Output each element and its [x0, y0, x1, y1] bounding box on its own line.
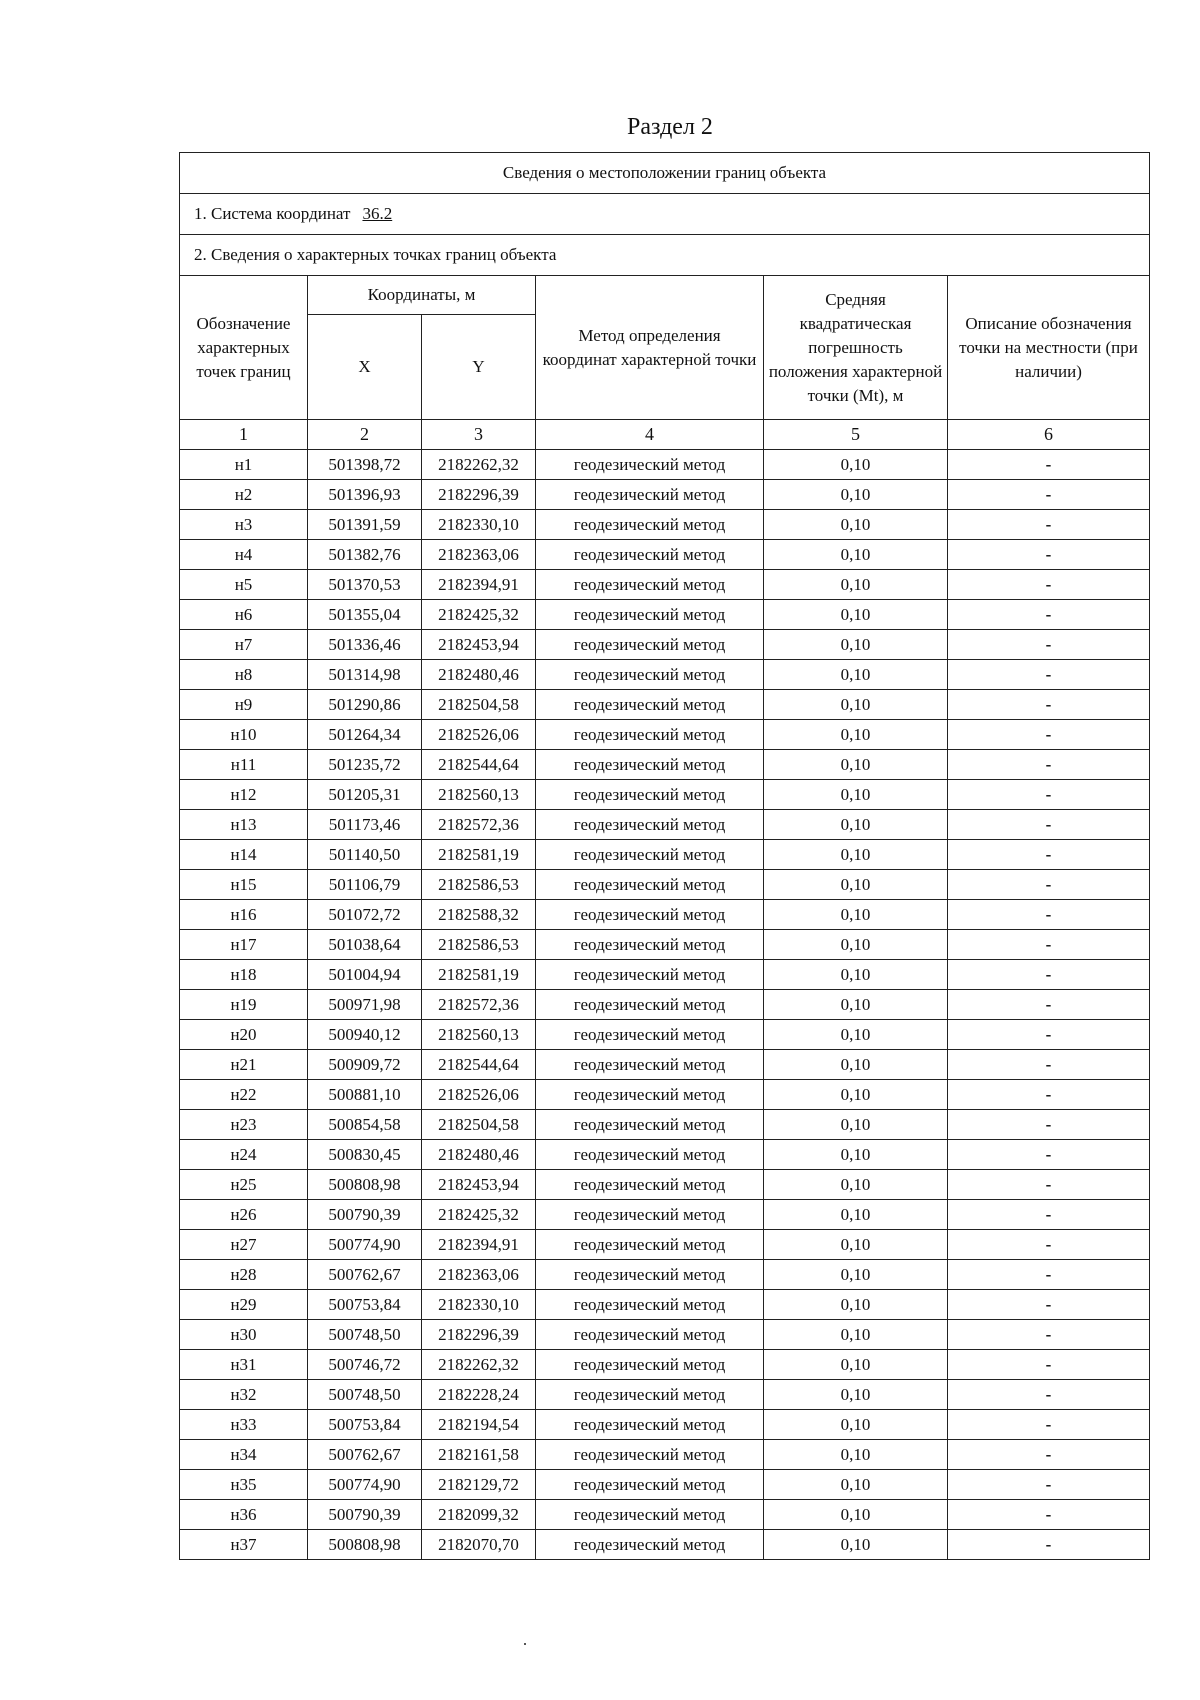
- y-coordinate-cell: 2182330,10: [422, 510, 536, 540]
- table-row: [180, 720, 1150, 750]
- point-name-cell: н21: [180, 1050, 308, 1080]
- method-cell: геодезический метод: [536, 1500, 764, 1530]
- table-row: [180, 1500, 1150, 1530]
- header-method: Метод определения координат характерной точки: [536, 276, 764, 420]
- description-cell: -: [948, 900, 1150, 930]
- description-cell: -: [948, 1170, 1150, 1200]
- description-cell: -: [948, 1260, 1150, 1290]
- point-name-cell: н30: [180, 1320, 308, 1350]
- table-row: [180, 1440, 1150, 1470]
- table-row: [180, 1050, 1150, 1080]
- method-cell: геодезический метод: [536, 840, 764, 870]
- table-row: [180, 1530, 1150, 1560]
- x-coordinate-cell: 501264,34: [308, 720, 422, 750]
- method-cell: геодезический метод: [536, 480, 764, 510]
- description-cell: -: [948, 1200, 1150, 1230]
- y-coordinate-cell: 2182363,06: [422, 540, 536, 570]
- x-coordinate-cell: 501205,31: [308, 780, 422, 810]
- x-coordinate-cell: 500971,98: [308, 990, 422, 1020]
- table-row: [180, 450, 1150, 480]
- description-cell: -: [948, 720, 1150, 750]
- table-row: [180, 870, 1150, 900]
- table-row: [180, 1140, 1150, 1170]
- error-cell: 0,10: [764, 480, 948, 510]
- coord-system-label: 1. Система координат: [194, 204, 351, 223]
- description-cell: -: [948, 1140, 1150, 1170]
- method-cell: геодезический метод: [536, 660, 764, 690]
- column-number: 4: [536, 420, 764, 450]
- table-row: [180, 570, 1150, 600]
- error-cell: 0,10: [764, 450, 948, 480]
- y-coordinate-cell: 2182504,58: [422, 1110, 536, 1140]
- point-name-cell: н24: [180, 1140, 308, 1170]
- y-coordinate-cell: 2182480,46: [422, 660, 536, 690]
- error-cell: 0,10: [764, 1440, 948, 1470]
- point-name-cell: н4: [180, 540, 308, 570]
- x-coordinate-cell: 501396,93: [308, 480, 422, 510]
- header-x: X: [308, 315, 422, 420]
- description-cell: -: [948, 780, 1150, 810]
- error-cell: 0,10: [764, 750, 948, 780]
- description-cell: -: [948, 1350, 1150, 1380]
- table-row: [180, 1170, 1150, 1200]
- table-row: [180, 990, 1150, 1020]
- table-row: [180, 1290, 1150, 1320]
- error-cell: 0,10: [764, 810, 948, 840]
- point-name-cell: н18: [180, 960, 308, 990]
- y-coordinate-cell: 2182161,58: [422, 1440, 536, 1470]
- y-coordinate-cell: 2182394,91: [422, 1230, 536, 1260]
- point-name-cell: н33: [180, 1410, 308, 1440]
- description-cell: -: [948, 960, 1150, 990]
- description-cell: -: [948, 600, 1150, 630]
- method-cell: геодезический метод: [536, 1380, 764, 1410]
- table-row: [180, 930, 1150, 960]
- point-name-cell: н12: [180, 780, 308, 810]
- method-cell: геодезический метод: [536, 1080, 764, 1110]
- section-title: Раздел 2: [627, 114, 713, 140]
- point-name-cell: н37: [180, 1530, 308, 1560]
- points-heading: 2. Сведения о характерных точках границ объекта: [180, 235, 1150, 276]
- point-name-cell: н26: [180, 1200, 308, 1230]
- description-cell: -: [948, 810, 1150, 840]
- error-cell: 0,10: [764, 1410, 948, 1440]
- table-row: [180, 690, 1150, 720]
- error-cell: 0,10: [764, 540, 948, 570]
- error-cell: 0,10: [764, 840, 948, 870]
- table-row: [180, 1080, 1150, 1110]
- method-cell: геодезический метод: [536, 1140, 764, 1170]
- x-coordinate-cell: 500774,90: [308, 1230, 422, 1260]
- y-coordinate-cell: 2182425,32: [422, 1200, 536, 1230]
- error-cell: 0,10: [764, 690, 948, 720]
- table-row: [180, 810, 1150, 840]
- point-name-cell: н6: [180, 600, 308, 630]
- y-coordinate-cell: 2182588,32: [422, 900, 536, 930]
- method-cell: геодезический метод: [536, 1440, 764, 1470]
- coord-system-value: 36.2: [362, 204, 393, 223]
- x-coordinate-cell: 500909,72: [308, 1050, 422, 1080]
- error-cell: 0,10: [764, 1530, 948, 1560]
- y-coordinate-cell: 2182129,72: [422, 1470, 536, 1500]
- table-row: [180, 1230, 1150, 1260]
- y-coordinate-cell: 2182544,64: [422, 750, 536, 780]
- y-coordinate-cell: 2182572,36: [422, 990, 536, 1020]
- error-cell: 0,10: [764, 1320, 948, 1350]
- description-cell: -: [948, 930, 1150, 960]
- method-cell: геодезический метод: [536, 1050, 764, 1080]
- header-description: Описание обозначения точки на местности (при наличии): [948, 276, 1150, 420]
- table-row: [180, 600, 1150, 630]
- method-cell: геодезический метод: [536, 1530, 764, 1560]
- x-coordinate-cell: 500790,39: [308, 1200, 422, 1230]
- error-cell: 0,10: [764, 660, 948, 690]
- method-cell: геодезический метод: [536, 720, 764, 750]
- error-cell: 0,10: [764, 1350, 948, 1380]
- x-coordinate-cell: 500753,84: [308, 1290, 422, 1320]
- x-coordinate-cell: 500746,72: [308, 1350, 422, 1380]
- column-number: 3: [422, 420, 536, 450]
- y-coordinate-cell: 2182526,06: [422, 720, 536, 750]
- header-y: Y: [422, 315, 536, 420]
- description-cell: -: [948, 1500, 1150, 1530]
- description-cell: -: [948, 510, 1150, 540]
- method-cell: геодезический метод: [536, 1320, 764, 1350]
- error-cell: 0,10: [764, 1110, 948, 1140]
- x-coordinate-cell: 500881,10: [308, 1080, 422, 1110]
- point-name-cell: н23: [180, 1110, 308, 1140]
- x-coordinate-cell: 501173,46: [308, 810, 422, 840]
- table-row: [180, 1200, 1150, 1230]
- point-name-cell: н10: [180, 720, 308, 750]
- point-name-cell: н17: [180, 930, 308, 960]
- description-cell: -: [948, 630, 1150, 660]
- y-coordinate-cell: 2182330,10: [422, 1290, 536, 1320]
- table-row: [180, 1260, 1150, 1290]
- x-coordinate-cell: 501235,72: [308, 750, 422, 780]
- error-cell: 0,10: [764, 510, 948, 540]
- x-coordinate-cell: 500762,67: [308, 1260, 422, 1290]
- y-coordinate-cell: 2182070,70: [422, 1530, 536, 1560]
- y-coordinate-cell: 2182572,36: [422, 810, 536, 840]
- table-row: [180, 1020, 1150, 1050]
- error-cell: 0,10: [764, 1380, 948, 1410]
- table-row: [180, 780, 1150, 810]
- header-error: Средняя квадратическая погрешность положения характерной точки (Mt), м: [764, 276, 948, 420]
- description-cell: -: [948, 1470, 1150, 1500]
- x-coordinate-cell: 500790,39: [308, 1500, 422, 1530]
- description-cell: -: [948, 840, 1150, 870]
- error-cell: 0,10: [764, 630, 948, 660]
- method-cell: геодезический метод: [536, 630, 764, 660]
- description-cell: -: [948, 690, 1150, 720]
- x-coordinate-cell: 501314,98: [308, 660, 422, 690]
- y-coordinate-cell: 2182262,32: [422, 450, 536, 480]
- method-cell: геодезический метод: [536, 510, 764, 540]
- point-name-cell: н35: [180, 1470, 308, 1500]
- y-coordinate-cell: 2182586,53: [422, 870, 536, 900]
- y-coordinate-cell: 2182544,64: [422, 1050, 536, 1080]
- table-row: [180, 540, 1150, 570]
- x-coordinate-cell: 501072,72: [308, 900, 422, 930]
- y-coordinate-cell: 2182453,94: [422, 1170, 536, 1200]
- method-cell: геодезический метод: [536, 1020, 764, 1050]
- method-cell: геодезический метод: [536, 570, 764, 600]
- x-coordinate-cell: 500774,90: [308, 1470, 422, 1500]
- method-cell: геодезический метод: [536, 1170, 764, 1200]
- y-coordinate-cell: 2182425,32: [422, 600, 536, 630]
- method-cell: геодезический метод: [536, 540, 764, 570]
- column-number: 6: [948, 420, 1150, 450]
- x-coordinate-cell: 501140,50: [308, 840, 422, 870]
- error-cell: 0,10: [764, 720, 948, 750]
- y-coordinate-cell: 2182581,19: [422, 960, 536, 990]
- error-cell: 0,10: [764, 1230, 948, 1260]
- header-coordinates: Координаты, м: [308, 276, 536, 315]
- point-name-cell: н16: [180, 900, 308, 930]
- x-coordinate-cell: 501004,94: [308, 960, 422, 990]
- description-cell: -: [948, 870, 1150, 900]
- y-coordinate-cell: 2182228,24: [422, 1380, 536, 1410]
- error-cell: 0,10: [764, 1080, 948, 1110]
- description-cell: -: [948, 570, 1150, 600]
- point-name-cell: н2: [180, 480, 308, 510]
- x-coordinate-cell: 500808,98: [308, 1170, 422, 1200]
- x-coordinate-cell: 500940,12: [308, 1020, 422, 1050]
- description-cell: -: [948, 1020, 1150, 1050]
- error-cell: 0,10: [764, 780, 948, 810]
- point-name-cell: н15: [180, 870, 308, 900]
- point-name-cell: н14: [180, 840, 308, 870]
- error-cell: 0,10: [764, 1170, 948, 1200]
- description-cell: -: [948, 1410, 1150, 1440]
- column-number: 2: [308, 420, 422, 450]
- point-name-cell: н28: [180, 1260, 308, 1290]
- y-coordinate-cell: 2182394,91: [422, 570, 536, 600]
- method-cell: геодезический метод: [536, 810, 764, 840]
- header-designation: Обозначение характерных точек границ: [180, 276, 308, 420]
- error-cell: 0,10: [764, 870, 948, 900]
- error-cell: 0,10: [764, 1140, 948, 1170]
- point-name-cell: н36: [180, 1500, 308, 1530]
- y-coordinate-cell: 2182262,32: [422, 1350, 536, 1380]
- error-cell: 0,10: [764, 930, 948, 960]
- y-coordinate-cell: 2182480,46: [422, 1140, 536, 1170]
- table-row: [180, 510, 1150, 540]
- x-coordinate-cell: 501336,46: [308, 630, 422, 660]
- table-row: [180, 660, 1150, 690]
- point-name-cell: н9: [180, 690, 308, 720]
- method-cell: геодезический метод: [536, 600, 764, 630]
- description-cell: -: [948, 540, 1150, 570]
- point-name-cell: н29: [180, 1290, 308, 1320]
- x-coordinate-cell: 501391,59: [308, 510, 422, 540]
- point-name-cell: н8: [180, 660, 308, 690]
- method-cell: геодезический метод: [536, 990, 764, 1020]
- error-cell: 0,10: [764, 900, 948, 930]
- point-name-cell: н3: [180, 510, 308, 540]
- method-cell: геодезический метод: [536, 1230, 764, 1260]
- method-cell: геодезический метод: [536, 750, 764, 780]
- table-row: [180, 1110, 1150, 1140]
- y-coordinate-cell: 2182581,19: [422, 840, 536, 870]
- point-name-cell: н32: [180, 1380, 308, 1410]
- y-coordinate-cell: 2182453,94: [422, 630, 536, 660]
- description-cell: -: [948, 1440, 1150, 1470]
- x-coordinate-cell: 501398,72: [308, 450, 422, 480]
- method-cell: геодезический метод: [536, 690, 764, 720]
- y-coordinate-cell: 2182296,39: [422, 1320, 536, 1350]
- x-coordinate-cell: 500830,45: [308, 1140, 422, 1170]
- description-cell: -: [948, 750, 1150, 780]
- x-coordinate-cell: 500753,84: [308, 1410, 422, 1440]
- table-row: [180, 1470, 1150, 1500]
- description-cell: -: [948, 1110, 1150, 1140]
- description-cell: -: [948, 1380, 1150, 1410]
- method-cell: геодезический метод: [536, 1290, 764, 1320]
- error-cell: 0,10: [764, 600, 948, 630]
- x-coordinate-cell: 501355,04: [308, 600, 422, 630]
- error-cell: 0,10: [764, 1050, 948, 1080]
- table-row: [180, 900, 1150, 930]
- y-coordinate-cell: 2182560,13: [422, 780, 536, 810]
- error-cell: 0,10: [764, 990, 948, 1020]
- method-cell: геодезический метод: [536, 960, 764, 990]
- x-coordinate-cell: 501106,79: [308, 870, 422, 900]
- table-row: [180, 1410, 1150, 1440]
- method-cell: геодезический метод: [536, 870, 764, 900]
- x-coordinate-cell: 501290,86: [308, 690, 422, 720]
- y-coordinate-cell: 2182363,06: [422, 1260, 536, 1290]
- point-name-cell: н22: [180, 1080, 308, 1110]
- boundary-table: [179, 152, 1150, 1560]
- y-coordinate-cell: 2182586,53: [422, 930, 536, 960]
- x-coordinate-cell: 500762,67: [308, 1440, 422, 1470]
- method-cell: геодезический метод: [536, 780, 764, 810]
- y-coordinate-cell: 2182526,06: [422, 1080, 536, 1110]
- description-cell: -: [948, 660, 1150, 690]
- coord-system-line: [180, 194, 1150, 235]
- table-row: [180, 960, 1150, 990]
- table-row: [180, 750, 1150, 780]
- error-cell: 0,10: [764, 1200, 948, 1230]
- description-cell: -: [948, 990, 1150, 1020]
- point-name-cell: н5: [180, 570, 308, 600]
- point-name-cell: н27: [180, 1230, 308, 1260]
- table-title: Сведения о местоположении границ объекта: [180, 153, 1150, 194]
- description-cell: -: [948, 1320, 1150, 1350]
- method-cell: геодезический метод: [536, 900, 764, 930]
- x-coordinate-cell: 500748,50: [308, 1380, 422, 1410]
- error-cell: 0,10: [764, 960, 948, 990]
- method-cell: геодезический метод: [536, 1410, 764, 1440]
- y-coordinate-cell: 2182504,58: [422, 690, 536, 720]
- y-coordinate-cell: 2182296,39: [422, 480, 536, 510]
- x-coordinate-cell: 500748,50: [308, 1320, 422, 1350]
- x-coordinate-cell: 500854,58: [308, 1110, 422, 1140]
- error-cell: 0,10: [764, 1500, 948, 1530]
- description-cell: -: [948, 1080, 1150, 1110]
- method-cell: геодезический метод: [536, 1200, 764, 1230]
- point-name-cell: н7: [180, 630, 308, 660]
- description-cell: -: [948, 1050, 1150, 1080]
- method-cell: геодезический метод: [536, 450, 764, 480]
- x-coordinate-cell: 501382,76: [308, 540, 422, 570]
- method-cell: геодезический метод: [536, 1110, 764, 1140]
- table-row: [180, 840, 1150, 870]
- y-coordinate-cell: 2182194,54: [422, 1410, 536, 1440]
- error-cell: 0,10: [764, 1470, 948, 1500]
- x-coordinate-cell: 501038,64: [308, 930, 422, 960]
- description-cell: -: [948, 450, 1150, 480]
- x-coordinate-cell: 501370,53: [308, 570, 422, 600]
- point-name-cell: н31: [180, 1350, 308, 1380]
- column-number: 1: [180, 420, 308, 450]
- point-name-cell: н20: [180, 1020, 308, 1050]
- error-cell: 0,10: [764, 1260, 948, 1290]
- method-cell: геодезический метод: [536, 1260, 764, 1290]
- description-cell: -: [948, 1290, 1150, 1320]
- scan-speck: [524, 1643, 526, 1645]
- error-cell: 0,10: [764, 1020, 948, 1050]
- point-name-cell: н25: [180, 1170, 308, 1200]
- y-coordinate-cell: 2182099,32: [422, 1500, 536, 1530]
- point-name-cell: н34: [180, 1440, 308, 1470]
- column-number: 5: [764, 420, 948, 450]
- error-cell: 0,10: [764, 1290, 948, 1320]
- table-row: [180, 480, 1150, 510]
- y-coordinate-cell: 2182560,13: [422, 1020, 536, 1050]
- method-cell: геодезический метод: [536, 1470, 764, 1500]
- table-row: [180, 630, 1150, 660]
- table-row: [180, 1320, 1150, 1350]
- x-coordinate-cell: 500808,98: [308, 1530, 422, 1560]
- point-name-cell: н1: [180, 450, 308, 480]
- point-name-cell: н13: [180, 810, 308, 840]
- description-cell: -: [948, 1230, 1150, 1260]
- point-name-cell: н11: [180, 750, 308, 780]
- error-cell: 0,10: [764, 570, 948, 600]
- description-cell: -: [948, 480, 1150, 510]
- table-row: [180, 1380, 1150, 1410]
- point-name-cell: н19: [180, 990, 308, 1020]
- description-cell: -: [948, 1530, 1150, 1560]
- method-cell: геодезический метод: [536, 1350, 764, 1380]
- method-cell: геодезический метод: [536, 930, 764, 960]
- table-row: [180, 1350, 1150, 1380]
